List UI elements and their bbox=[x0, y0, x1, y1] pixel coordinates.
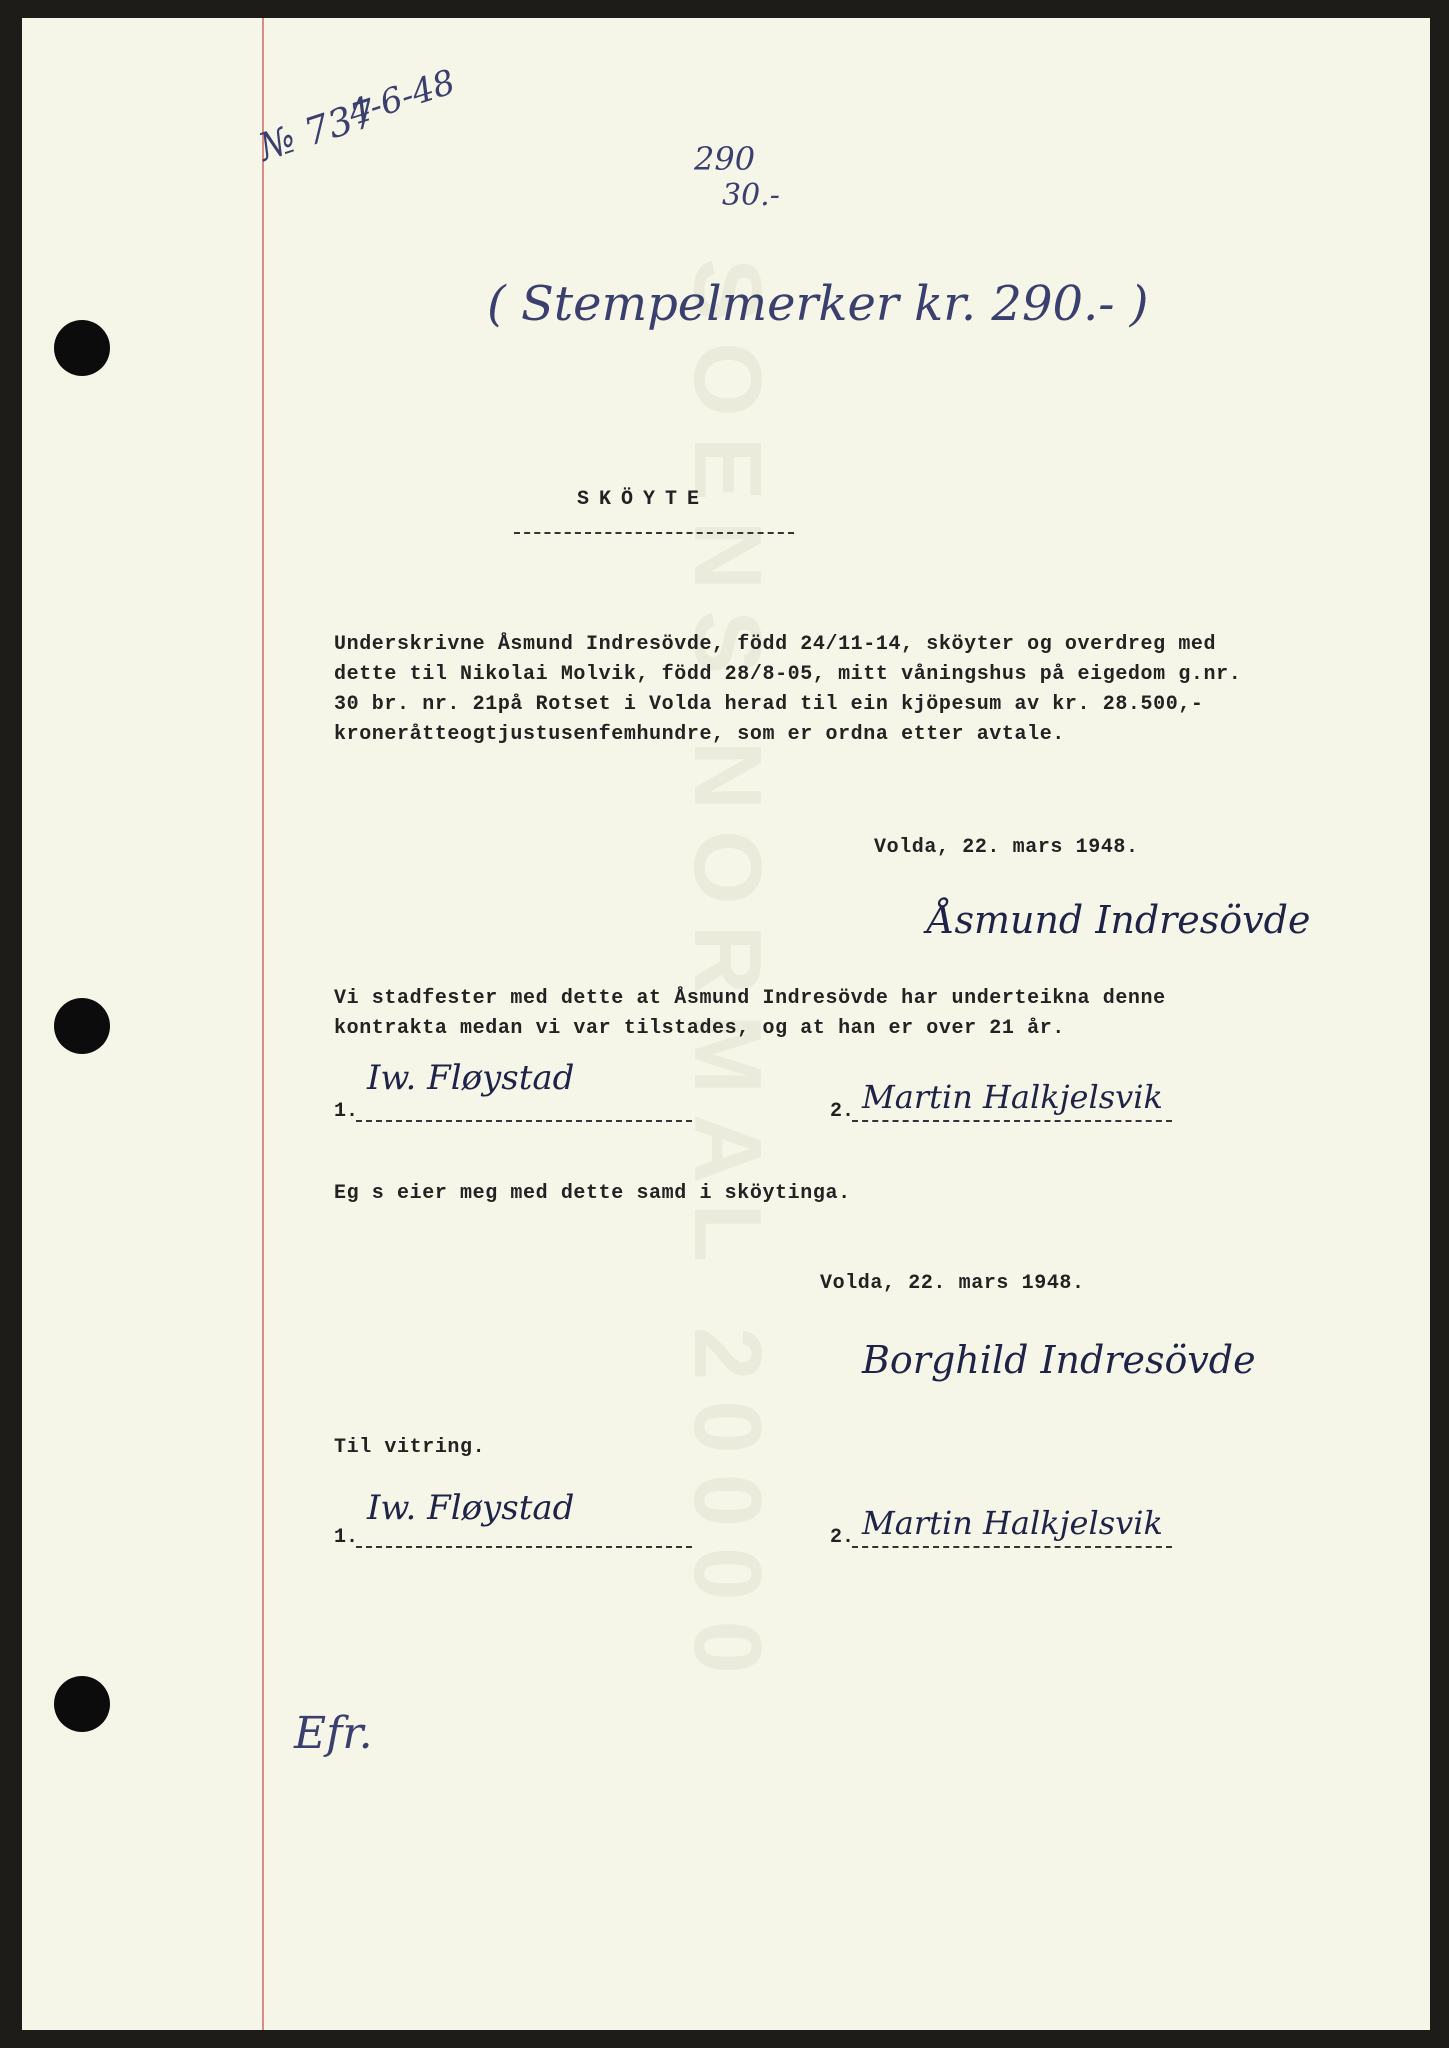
statement-line: kontrakta medan vi var tilstades, og at han er over 21 år. bbox=[334, 1017, 1065, 1040]
fee-bottom: 30.- bbox=[722, 178, 780, 213]
watermark: SOENS NORMAL 20000 bbox=[674, 258, 781, 1694]
stamp-note: ( Stempelmerker kr. 290.- ) bbox=[487, 276, 1149, 332]
spouse-signature: Borghild Indresövde bbox=[862, 1338, 1256, 1382]
reference-number: № 737 bbox=[253, 90, 382, 170]
document-title: SKÖYTE bbox=[577, 488, 710, 511]
til-vitring: Til vitring. bbox=[334, 1436, 486, 1459]
witness-number: 2. bbox=[830, 1526, 855, 1549]
statement-line: Vi stadfester med dette at Åsmund Indresövde har underteikna denne bbox=[334, 987, 1166, 1010]
witness-signature: Martin Halkjelsvik bbox=[862, 1504, 1163, 1542]
title-underline bbox=[514, 532, 794, 534]
witness-number: 1. bbox=[334, 1100, 359, 1123]
body-line: 30 br. nr. 21på Rotset i Volda herad til ein kjöpesum av kr. 28.500,- bbox=[334, 693, 1204, 716]
body-line: Underskrivne Åsmund Indresövde, född 24/11-14, sköyter og overdreg med bbox=[334, 633, 1217, 656]
document-page bbox=[22, 18, 1430, 2030]
witness-number: 1. bbox=[334, 1526, 359, 1549]
punch-hole bbox=[54, 1676, 110, 1732]
fee-top: 290 bbox=[694, 140, 756, 178]
witness-statement bbox=[334, 984, 1166, 1044]
signature-line bbox=[852, 1120, 1172, 1122]
signature-line bbox=[356, 1120, 692, 1122]
date-note: 4-6-48 bbox=[343, 62, 461, 134]
consent-line: Eg s eier meg med dette samd i sköytinga. bbox=[334, 1182, 851, 1205]
witness-signature: Iw. Fløystad bbox=[367, 1058, 575, 1098]
punch-hole bbox=[54, 320, 110, 376]
body-text bbox=[334, 630, 1241, 750]
signature-line bbox=[852, 1546, 1172, 1548]
witness-signature: Iw. Fløystad bbox=[367, 1488, 575, 1528]
body-line: kroneråtteogtjustusenfemhundre, som er ordna etter avtale. bbox=[334, 723, 1065, 746]
place-date-1: Volda, 22. mars 1948. bbox=[874, 836, 1139, 859]
punch-hole bbox=[54, 998, 110, 1054]
initials-bottom: Efr. bbox=[294, 1708, 373, 1759]
signature-line bbox=[356, 1546, 692, 1548]
seller-signature: Åsmund Indresövde bbox=[927, 898, 1311, 942]
body-line: dette til Nikolai Molvik, född 28/8-05, mitt våningshus på eigedom g.nr. bbox=[334, 663, 1242, 686]
place-date-2: Volda, 22. mars 1948. bbox=[820, 1272, 1085, 1295]
margin-line bbox=[262, 18, 264, 2030]
witness-signature: Martin Halkjelsvik bbox=[862, 1078, 1163, 1116]
witness-number: 2. bbox=[830, 1100, 855, 1123]
